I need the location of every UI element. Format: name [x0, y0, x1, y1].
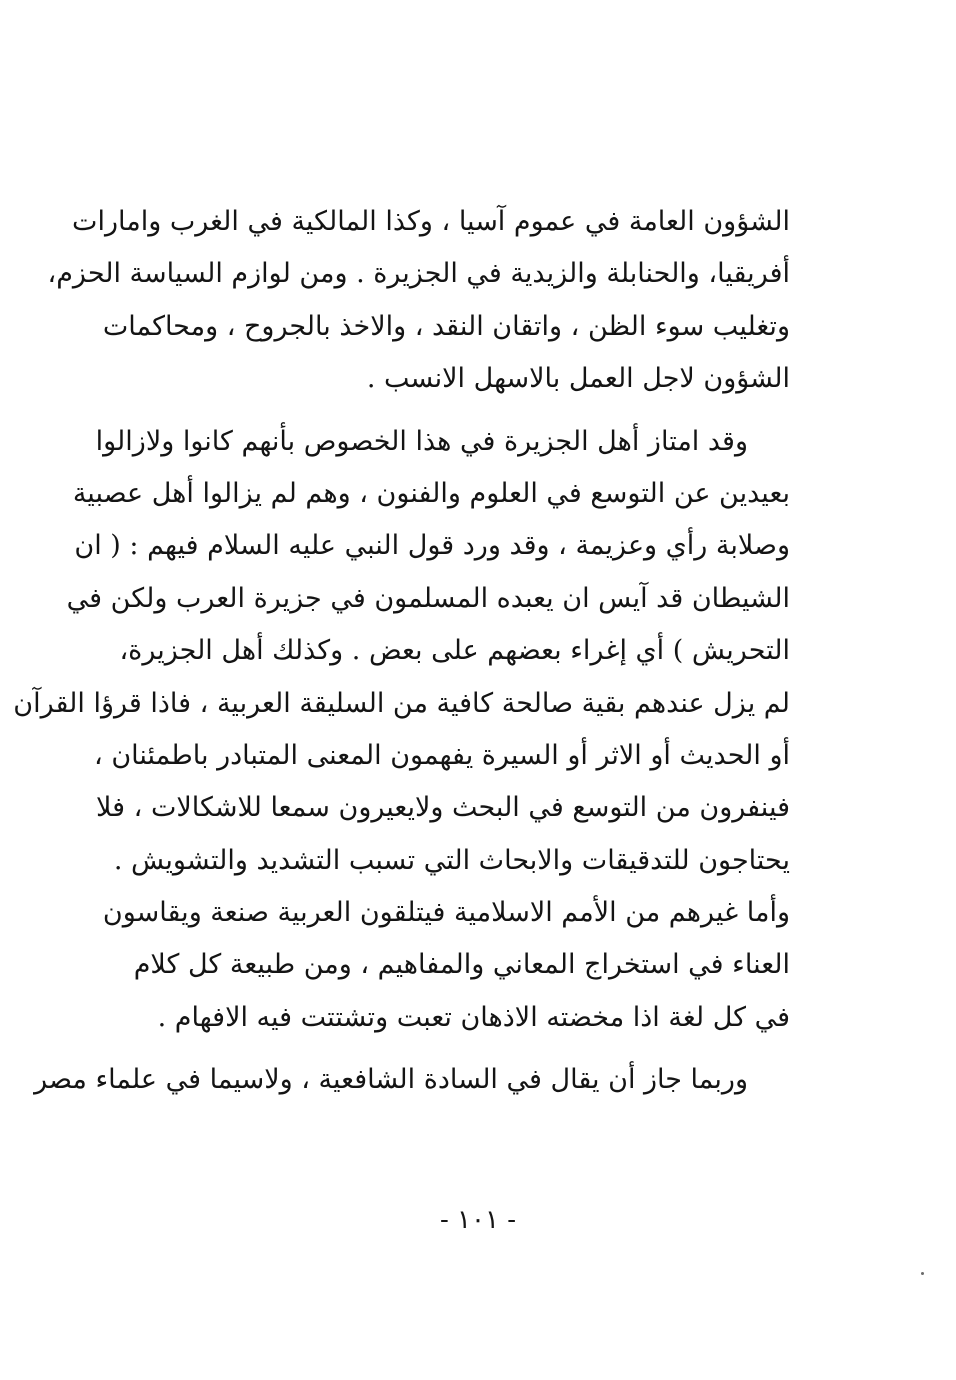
- text-line: أفريقيا، والحنابلة والزيدية في الجزيرة . ومن لوازم السياسة الحزم،: [47, 258, 790, 290]
- text-line: وقد امتاز أهل الجزيرة في هذا الخصوص بأنهم كانوا ولازالوا: [95, 425, 748, 457]
- text-line: التحريش ) أي إغراء بعضهم على بعض . وكذلك أهل الجزيرة،: [119, 635, 790, 667]
- scan-speck: [921, 1272, 924, 1275]
- text-line: أو الحديث أو الاثر أو السيرة يفهمون المعنى المتبادر باطمئنان ،: [94, 739, 790, 771]
- text-line: وتغليب سوء الظن ، واتقان النقد ، والاخذ بالجروح ، ومحاكمات: [102, 310, 790, 342]
- page-number: - ١٠١ -: [439, 1205, 517, 1235]
- paragraph-1: [47, 196, 790, 406]
- text-line: وصلابة رأي وعزيمة ، وقد ورد قول النبي عليه السلام فيهم : ( ان: [74, 530, 790, 562]
- paragraph-spacer: [178, 1044, 790, 1054]
- text-line: الشؤون لاجل العمل بالاسهل الانسب .: [366, 363, 790, 395]
- text-line: بعيدين عن التوسع في العلوم والفنون ، وهم لم يزالوا أهل عصبية: [72, 477, 790, 509]
- body-text: [13, 196, 790, 1107]
- text-line: يحتاجون للتدقيقات والابحاث التي تسبب التشديد والتشويش .: [113, 844, 790, 876]
- text-line: فينفرون من التوسع في البحث ولايعيرون سمعا للاشكالات ، فلا: [96, 792, 790, 824]
- text-line: وأما غيرهم من الأمم الاسلامية فيتلقون العربية صنعة ويقاسون: [102, 897, 790, 929]
- paragraph-spacer: [178, 406, 790, 416]
- text-line: الشيطان قد آيس ان يعبده المسلمون في جزيرة العرب ولكن في: [66, 582, 790, 614]
- text-line: في كل لغة اذا مخضته الاذهان تعبت وتشتتت فيه الافهام .: [157, 1001, 790, 1033]
- text-line: العناء في استخراج المعاني والمفاهيم ، ومن طبيعة كل كلام: [133, 949, 790, 981]
- text-line: الشؤون العامة في عموم آسيا ، وكذا المالكية في الغرب وامارات: [72, 206, 790, 237]
- text-line: وربما جاز أن يقال في السادة الشافعية ، ولاسيما في علماء مصر: [34, 1064, 748, 1096]
- paragraph-3: [34, 1054, 790, 1106]
- paragraph-2: [13, 416, 790, 1045]
- text-line: لم يزل عندهم بقية صالحة كافية من السليقة العربية ، فاذا قرؤا القرآن: [13, 687, 790, 719]
